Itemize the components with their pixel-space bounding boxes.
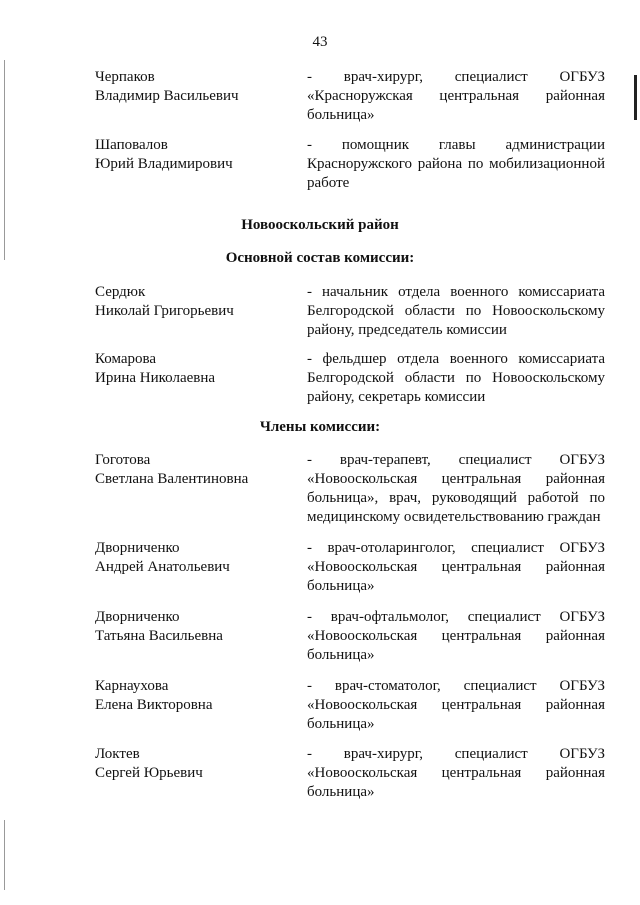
member-surname: Дворниченко <box>95 540 180 556</box>
member-surname: Дворниченко <box>95 609 180 625</box>
member-surname: Локтев <box>95 746 140 762</box>
member-role: - врач-отоларинголог, специалист ОГБУЗ «Новооскольская центральная районная больница» <box>307 540 605 594</box>
member-role: - начальник отдела военного комиссариата Белгородской области по Новооскольскому району, председатель комиссии <box>307 284 605 338</box>
member-given-names: Владимир Васильевич <box>95 88 239 104</box>
member-given-names: Ирина Николаевна <box>95 370 216 386</box>
member-surname: Шаповалов <box>95 137 168 153</box>
member-given-names: Николай Григорьевич <box>95 303 234 319</box>
member-role: - помощник главы администрации Красноружского района по мобилизационной работе <box>307 137 605 191</box>
member-given-names: Светлана Валентиновна <box>95 471 249 487</box>
main-composition-heading: Основной состав комиссии: <box>225 250 415 266</box>
member-role: - врач-офтальмолог, специалист ОГБУЗ «Новооскольская центральная районная больница» <box>307 609 605 663</box>
member-surname: Карнаухова <box>95 678 169 694</box>
scan-edge-mark <box>634 75 637 120</box>
member-role: - врач-хирург, специалист ОГБУЗ «Новооскольская центральная районная больница» <box>307 746 605 800</box>
district-heading: Новооскольский район <box>241 217 399 233</box>
member-role: - фельдшер отдела военного комиссариата Белгородской области по Новооскольскому району, секретарь комиссии <box>307 351 605 405</box>
member-role: - врач-терапевт, специалист ОГБУЗ «Новооскольская центральная районная больница», врач, руководящий работой по медицинскому освидетельствованию граждан <box>307 452 605 525</box>
member-surname: Черпаков <box>95 69 155 85</box>
member-role: - врач-стоматолог, специалист ОГБУЗ «Новооскольская центральная районная больница» <box>307 678 605 732</box>
page-number: 43 <box>312 34 328 50</box>
member-given-names: Сергей Юрьевич <box>95 765 203 781</box>
member-given-names: Андрей Анатольевич <box>95 559 230 575</box>
member-surname: Гоготова <box>95 452 151 468</box>
member-given-names: Юрий Владимирович <box>95 156 233 172</box>
scan-edge-mark <box>4 820 5 890</box>
member-role: - врач-хирург, специалист ОГБУЗ «Красноружская центральная районная больница» <box>307 69 605 123</box>
members-heading: Члены комиссии: <box>259 419 381 435</box>
member-given-names: Татьяна Васильевна <box>95 628 223 644</box>
member-surname: Комарова <box>95 351 157 367</box>
member-surname: Сердюк <box>95 284 146 300</box>
member-given-names: Елена Викторовна <box>95 697 213 713</box>
